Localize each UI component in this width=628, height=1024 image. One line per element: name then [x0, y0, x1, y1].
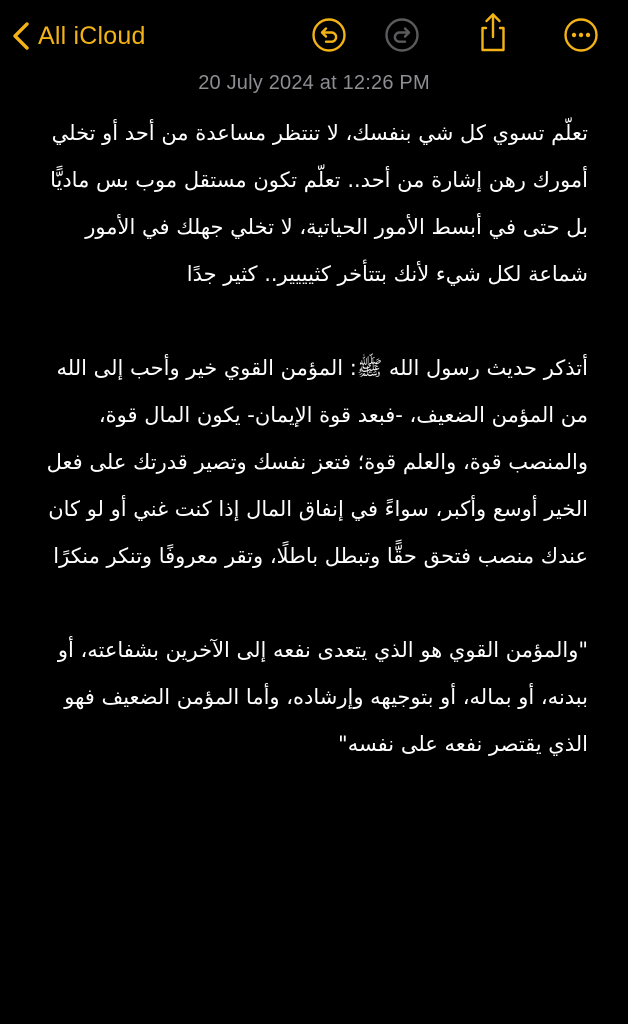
- share-icon: [475, 11, 511, 53]
- back-button[interactable]: [12, 18, 146, 54]
- note-paragraph: تعلّم تسوي كل شي بنفسك، لا تنتظر مساعدة من أحد أو تخلي أمورك رهن إشارة من أحد.. تعلّم تكون مستقل موب بس ماديًّا بل حتى في أبسط الأمور الحياتية، لا تخلي جهلك في الأمور شماعة لكل شيء لأنك بتتأخر كثيييير.. كثير جدًا: [50, 121, 588, 286]
- note-paragraph: "والمؤمن القوي هو الذي يتعدى نفعه إلى الآخرين بشفاعته، أو ببدنه، أو بماله، أو بتوجيهه وإرشاده، وأما المؤمن الضعيف فهو الذي يقتصر نفعه على نفسه": [57, 638, 588, 756]
- back-label: All iCloud: [38, 21, 146, 50]
- share-button[interactable]: [473, 12, 513, 52]
- redo-button[interactable]: [382, 15, 422, 55]
- redo-icon: [384, 17, 420, 53]
- more-icon: [563, 17, 599, 53]
- note-paragraph: أتذكر حديث رسول الله ﷺ: المؤمن القوي خير وأحب إلى الله من المؤمن الضعيف، -فبعد قوة الإيمان- يكون المال قوة، والمنصب قوة، والعلم قوة؛ فتعز نفسك وتصير قدرتك على فعل الخير أوسع وأكبر، سواءً في إنفاق المال إذا كنت غني أو لو كان عندك منصب فتحق حقًّا وتبطل باطلًا، وتقر معروفًا وتنكر منكرًا: [46, 356, 588, 568]
- note-date: 20 July 2024 at 12:26 PM: [198, 72, 430, 94]
- more-button[interactable]: [561, 15, 601, 55]
- note-body[interactable]: [26, 110, 588, 768]
- navigation-bar: [0, 0, 628, 72]
- undo-icon: [311, 17, 347, 53]
- undo-button[interactable]: [309, 15, 349, 55]
- chevron-left-icon: [12, 21, 30, 51]
